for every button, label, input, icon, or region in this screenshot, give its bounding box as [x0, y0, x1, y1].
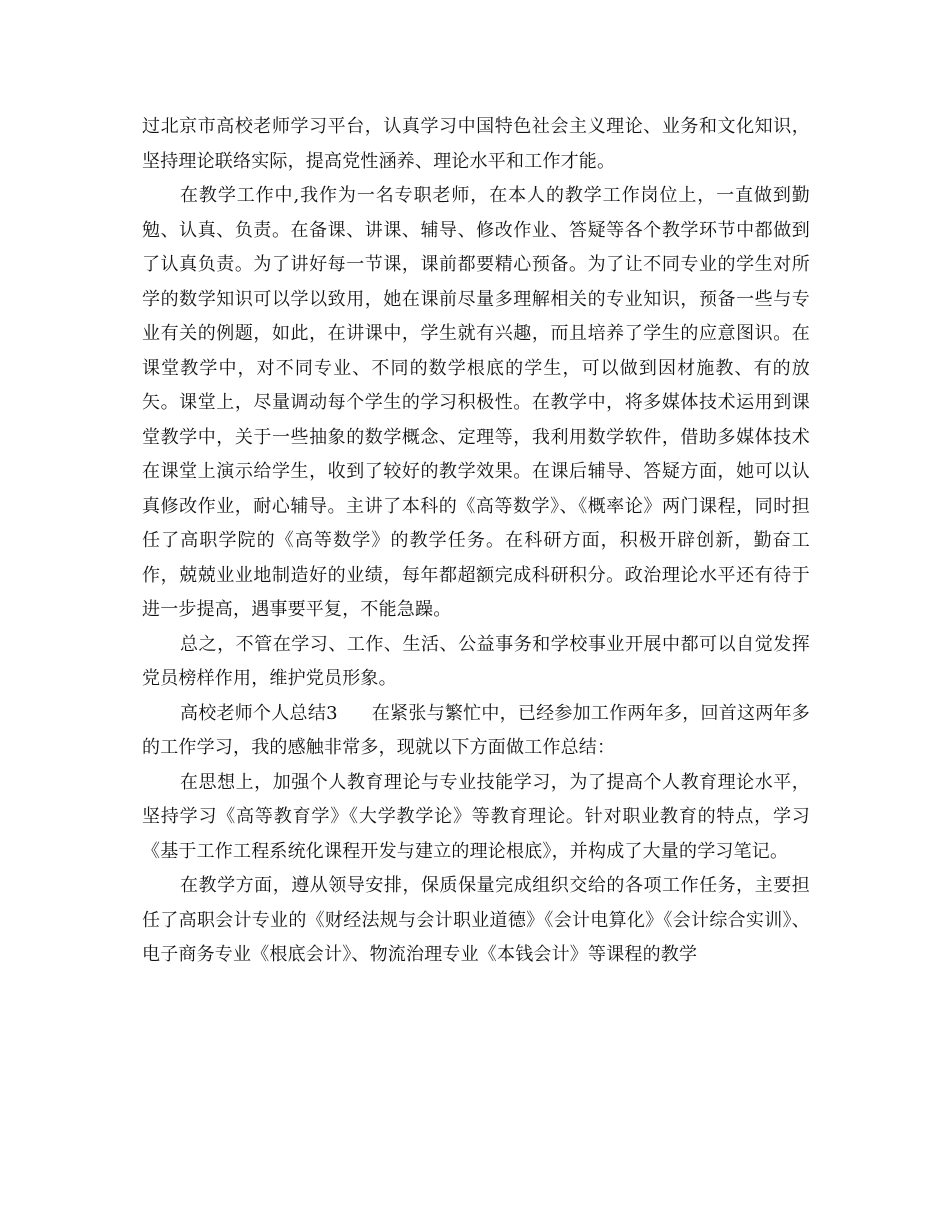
paragraph-6: 在教学方面，遵从领导安排，保质保量完成组织交给的各项工作任务，主要担任了高职会计专业的《财经法规与会计职业道德》《会计电算化》《会计综合实训》、电子商务专业《根底会计》、物流治理专业《本钱会计》等课程的教学	[142, 875, 810, 965]
document-body	[142, 110, 810, 973]
paragraph-3: 总之，不管在学习、工作、生活、公益事务和学校事业开展中都可以自觉发挥党员榜样作用，维护党员形象。	[142, 633, 810, 689]
paragraph-4	[142, 697, 810, 766]
paragraph-2: 在教学工作中,我作为一名专职老师，在本人的教学工作岗位上，一直做到勤勉、认真、负责。在备课、讲课、辅导、修改作业、答疑等各个教学环节中都做到了认真负责。为了讲好每一节课，课前都要精心预备。为了让不同专业的学生对所学的数学知识可以学以致用，她在课前尽量多理解相关的专业知识，预备一些与专业有关的例题，如此，在讲课中，学生就有兴趣，而且培养了学生的应意图识。在课堂教学中，对不同专业、不同的数学根底的学生，可以做到因材施教、有的放矢。课堂上，尽量调动每个学生的学习积极性。在教学中，将多媒体技术运用到课堂教学中，关于一些抽象的数学概念、定理等，我利用数学软件，借助多媒体技术在课堂上演示给学生，收到了较好的教学效果。在课后辅导、答疑方面，她可以认真修改作业，耐心辅导。主讲了本科的《高等数学》、《概率论》两门课程，同时担任了高职学院的《高等数学》的教学任务。在科研方面，积极开辟创新，勤奋工作，兢兢业业地制造好的业绩，每年都超额完成科研积分。政治理论水平还有待于进一步提高，遇事要平复，不能急躁。	[142, 185, 810, 620]
section-heading: 高校老师个人总结3	[180, 702, 338, 724]
paragraph-5: 在思想上，加强个人教育理论与专业技能学习，为了提高个人教育理论水平，坚持学习《高等教育学》《大学教学论》等教育理论。针对职业教育的特点，学习《基于工作工程系统化课程开发与建立的理论根底》，并构成了大量的学习笔记。	[142, 771, 810, 862]
paragraph-4-text: 在紧张与繁忙中，已经参加工作两年多，回首这两年多的工作学习，我的感触非常多，现就以下方面做工作总结：	[142, 702, 810, 758]
paragraph-1: 过北京市高校老师学习平台，认真学习中国特色社会主义理论、业务和文化知识，坚持理论联络实际，提高党性涵养、理论水平和工作才能。	[142, 116, 810, 172]
